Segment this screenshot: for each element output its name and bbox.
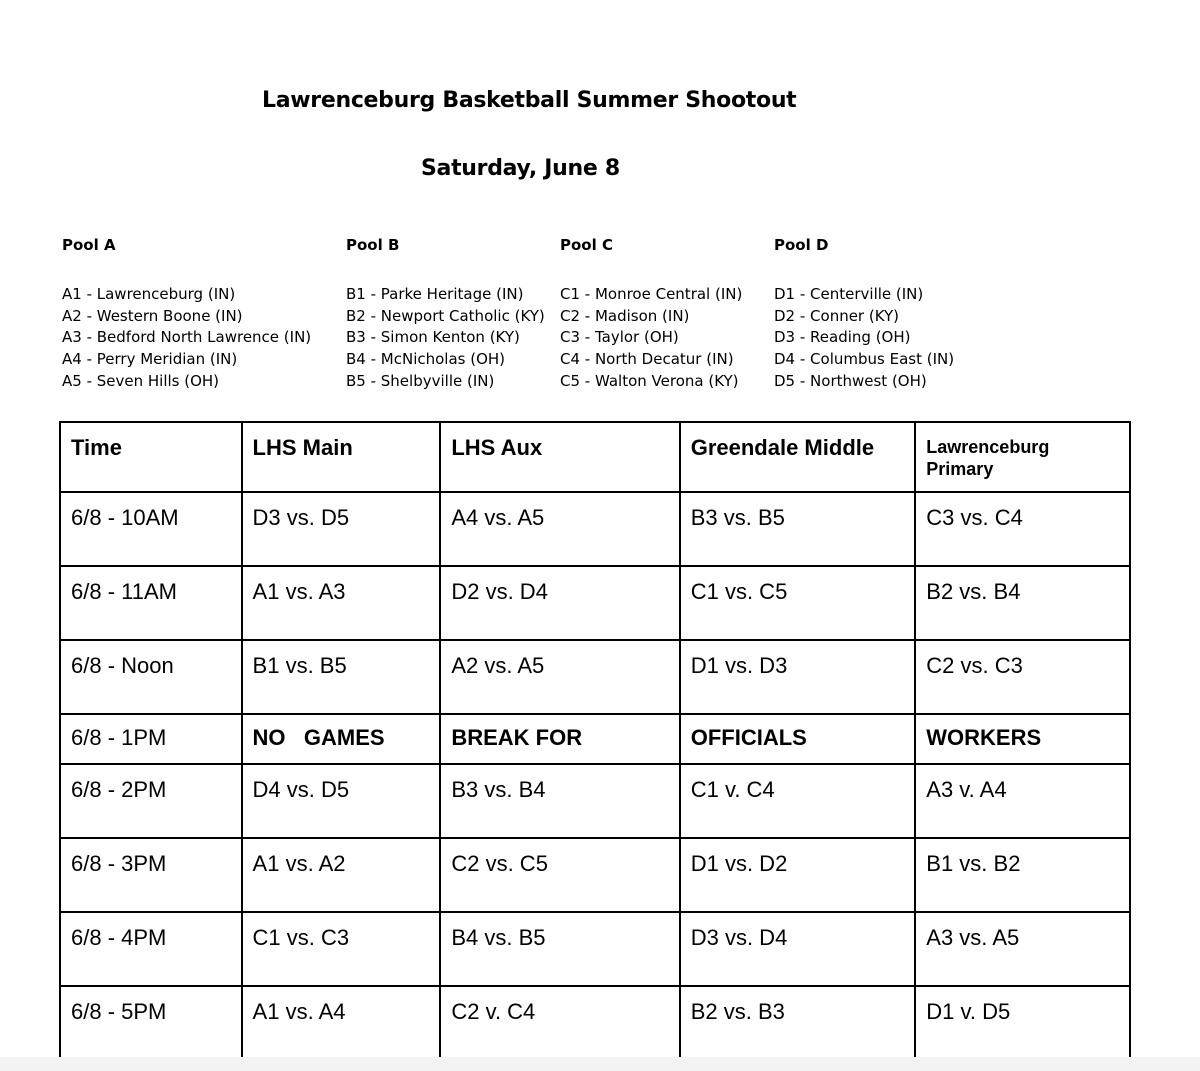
column-header-lhs-aux: LHS Aux [440, 422, 679, 492]
page-bottom-edge [0, 1057, 1200, 1071]
game-cell: D1 vs. D2 [680, 838, 916, 912]
game-cell: C3 vs. C4 [915, 492, 1130, 566]
game-cell: D1 v. D5 [915, 986, 1130, 1060]
table-row [60, 986, 1130, 1060]
pool-team: D5 - Northwest (OH) [774, 371, 927, 390]
game-cell: D3 vs. D4 [680, 912, 916, 986]
table-row [60, 492, 1130, 566]
pool-team: C2 - Madison (IN) [560, 306, 690, 325]
pool-team: A3 - Bedford North Lawrence (IN) [62, 328, 312, 347]
time-cell: 6/8 - 4PM [60, 912, 242, 986]
pool-d [774, 236, 954, 392]
game-cell: B1 vs. B5 [242, 640, 441, 714]
game-cell: A4 vs. A5 [440, 492, 679, 566]
break-cell: OFFICIALS [680, 714, 916, 764]
pool-team: A2 - Western Boone (IN) [62, 306, 243, 325]
game-cell: A1 vs. A3 [242, 566, 441, 640]
break-cell: WORKERS [915, 714, 1130, 764]
table-row [60, 764, 1130, 838]
pool-team: B2 - Newport Catholic (KY) [346, 306, 545, 325]
table-row [60, 838, 1130, 912]
pool-team: B5 - Shelbyville (IN) [346, 371, 495, 390]
pool-team: B3 - Simon Kenton (KY) [346, 328, 520, 347]
time-cell: 6/8 - 3PM [60, 838, 242, 912]
pool-team-list [560, 284, 742, 392]
game-cell: A1 vs. A2 [242, 838, 441, 912]
pool-team: C4 - North Decatur (IN) [560, 350, 734, 369]
column-header-greendale-middle: Greendale Middle [680, 422, 916, 492]
event-date: Saturday, June 8 [421, 156, 620, 181]
pool-team-list [62, 284, 311, 392]
game-cell: B1 vs. B2 [915, 838, 1130, 912]
column-header-lhs-main: LHS Main [242, 422, 441, 492]
time-cell: 6/8 - 11AM [60, 566, 242, 640]
pool-team: A1 - Lawrenceburg (IN) [62, 285, 236, 303]
column-header-time: Time [60, 422, 242, 492]
game-cell: B3 vs. B5 [680, 492, 916, 566]
pool-heading: Pool B [346, 236, 400, 254]
pool-team: C5 - Walton Verona (KY) [560, 371, 739, 390]
pool-team: A5 - Seven Hills (OH) [62, 371, 220, 390]
pool-team: B4 - McNicholas (OH) [346, 350, 506, 369]
break-row [60, 714, 1130, 764]
game-cell: C2 vs. C5 [440, 838, 679, 912]
game-cell: C2 v. C4 [440, 986, 679, 1060]
pool-heading: Pool C [560, 236, 613, 254]
pool-team: B1 - Parke Heritage (IN) [346, 285, 524, 303]
pool-team: C3 - Taylor (OH) [560, 328, 679, 347]
schedule-table [59, 421, 1131, 1061]
table-header-row [60, 422, 1130, 492]
table-row [60, 566, 1130, 640]
game-cell: A3 v. A4 [915, 764, 1130, 838]
game-cell: A1 vs. A4 [242, 986, 441, 1060]
time-cell: 6/8 - Noon [60, 640, 242, 714]
pool-team: D2 - Conner (KY) [774, 306, 900, 325]
pool-a [62, 236, 311, 392]
game-cell: C2 vs. C3 [915, 640, 1130, 714]
pool-team: D3 - Reading (OH) [774, 328, 911, 347]
time-cell: 6/8 - 10AM [60, 492, 242, 566]
game-cell: D1 vs. D3 [680, 640, 916, 714]
game-cell: D3 vs. D5 [242, 492, 441, 566]
pool-heading: Pool A [62, 236, 116, 254]
game-cell: A2 vs. A5 [440, 640, 679, 714]
game-cell: B3 vs. B4 [440, 764, 679, 838]
page-title: Lawrenceburg Basketball Summer Shootout [262, 88, 797, 113]
pool-team: A4 - Perry Meridian (IN) [62, 350, 238, 369]
table-row [60, 640, 1130, 714]
pool-c [560, 236, 742, 392]
game-cell: B4 vs. B5 [440, 912, 679, 986]
game-cell: D4 vs. D5 [242, 764, 441, 838]
game-cell: A3 vs. A5 [915, 912, 1130, 986]
column-header-lawrenceburg-primary: Lawrenceburg Primary [915, 422, 1130, 492]
pool-heading: Pool D [774, 236, 829, 254]
time-cell: 6/8 - 5PM [60, 986, 242, 1060]
pool-team-list [346, 284, 545, 392]
pool-team: D1 - Centerville (IN) [774, 285, 924, 303]
game-cell: D2 vs. D4 [440, 566, 679, 640]
table-row [60, 912, 1130, 986]
break-cell: NO GAMES [242, 714, 441, 764]
pool-team-list [774, 284, 954, 392]
game-cell: C1 v. C4 [680, 764, 916, 838]
game-cell: C1 vs. C5 [680, 566, 916, 640]
break-cell: BREAK FOR [440, 714, 679, 764]
pool-team: D4 - Columbus East (IN) [774, 350, 955, 369]
pool-b [346, 236, 545, 392]
time-cell: 6/8 - 1PM [60, 714, 242, 764]
pool-team: C1 - Monroe Central (IN) [560, 285, 743, 303]
time-cell: 6/8 - 2PM [60, 764, 242, 838]
game-cell: B2 vs. B4 [915, 566, 1130, 640]
game-cell: B2 vs. B3 [680, 986, 916, 1060]
game-cell: C1 vs. C3 [242, 912, 441, 986]
